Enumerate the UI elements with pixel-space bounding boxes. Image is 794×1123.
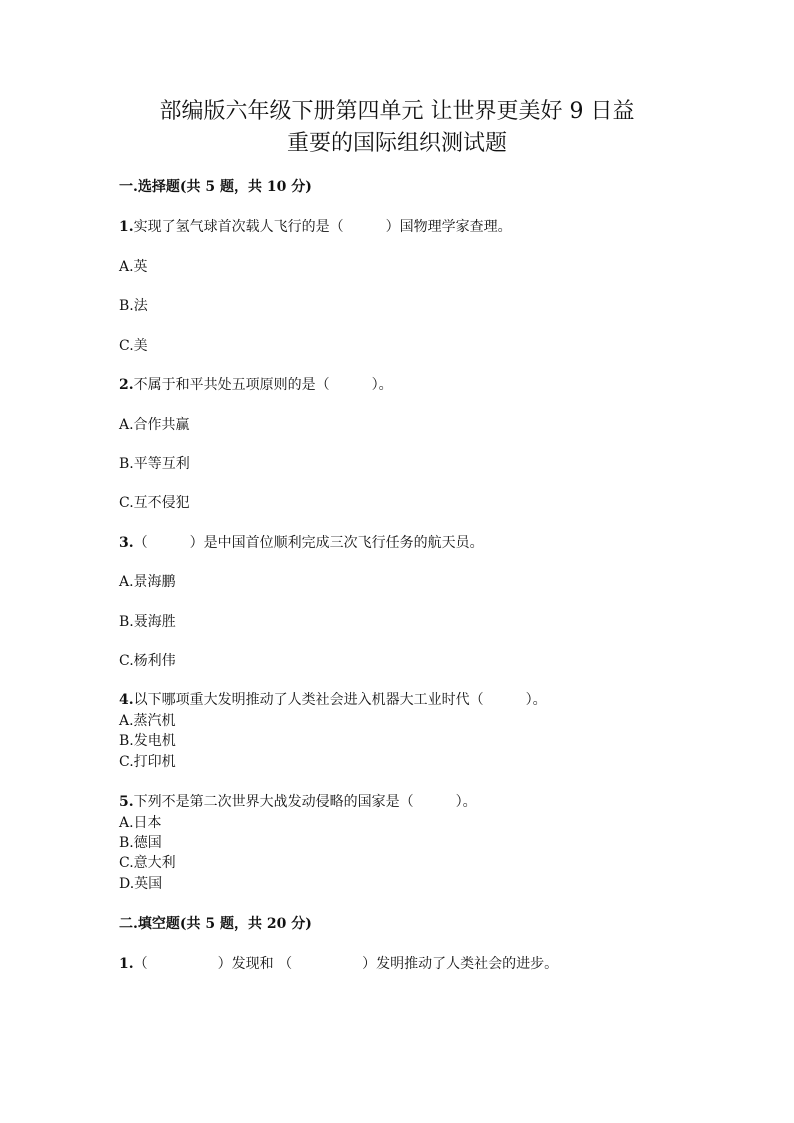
question-2-option-a: A.合作共赢	[119, 417, 190, 433]
question-number: 5.	[119, 794, 134, 810]
question-number: 3.	[119, 535, 134, 551]
question-5-option-a: A.日本	[119, 815, 162, 831]
question-number: 1.	[119, 219, 134, 235]
section-heading-fill-in-blank: 二.填空题(共 5 题，共 20 分)	[119, 916, 312, 932]
question-4	[119, 690, 547, 710]
question-1	[119, 217, 512, 237]
question-2-option-c: C.互不侵犯	[119, 495, 190, 511]
question-4-option-b: B.发电机	[119, 733, 176, 749]
question-number: 1.	[119, 956, 134, 972]
question-5-option-b: B.德国	[119, 835, 162, 851]
question-3-option-b: B.聂海胜	[119, 614, 176, 630]
question-number: 2.	[119, 377, 134, 393]
document-title-line-2: 重要的国际组织测试题	[286, 131, 507, 156]
question-5-option-d: D.英国	[119, 876, 163, 892]
question-3-option-a: A.景海鹏	[119, 574, 176, 590]
question-number: 4.	[119, 692, 134, 708]
section-heading-multiple-choice: 一.选择题(共 5 题，共 10 分)	[119, 179, 312, 195]
question-text: （ ）是中国首位顺利完成三次飞行任务的航天员。	[133, 535, 484, 551]
question-text: 不属于和平共处五项原则的是（ ）。	[133, 377, 393, 393]
question-text: 实现了氢气球首次载人飞行的是（ ）国物理学家查理。	[133, 219, 512, 235]
question-1-option-b: B.法	[119, 298, 148, 314]
question-5-option-c: C.意大利	[119, 855, 176, 871]
question-3	[119, 533, 484, 553]
question-4-option-c: C.打印机	[119, 754, 176, 770]
question-2-option-b: B.平等互利	[119, 456, 190, 472]
document-title-line-1: 部编版六年级下册第四单元 让世界更美好 9 日益	[159, 99, 635, 124]
question-text: （ ）发现和 （ ）发明推动了人类社会的进步。	[133, 956, 559, 972]
question-5	[119, 792, 477, 812]
question-1-option-a: A.英	[119, 259, 148, 275]
question-4-option-a: A.蒸汽机	[119, 713, 176, 729]
fill-question-1	[119, 954, 558, 974]
question-2	[119, 375, 393, 395]
question-text: 下列不是第二次世界大战发动侵略的国家是（ ）。	[133, 794, 477, 810]
question-3-option-c: C.杨利伟	[119, 653, 176, 669]
question-text: 以下哪项重大发明推动了人类社会进入机器大工业时代（ ）。	[133, 692, 547, 708]
question-1-option-c: C.美	[119, 338, 148, 354]
